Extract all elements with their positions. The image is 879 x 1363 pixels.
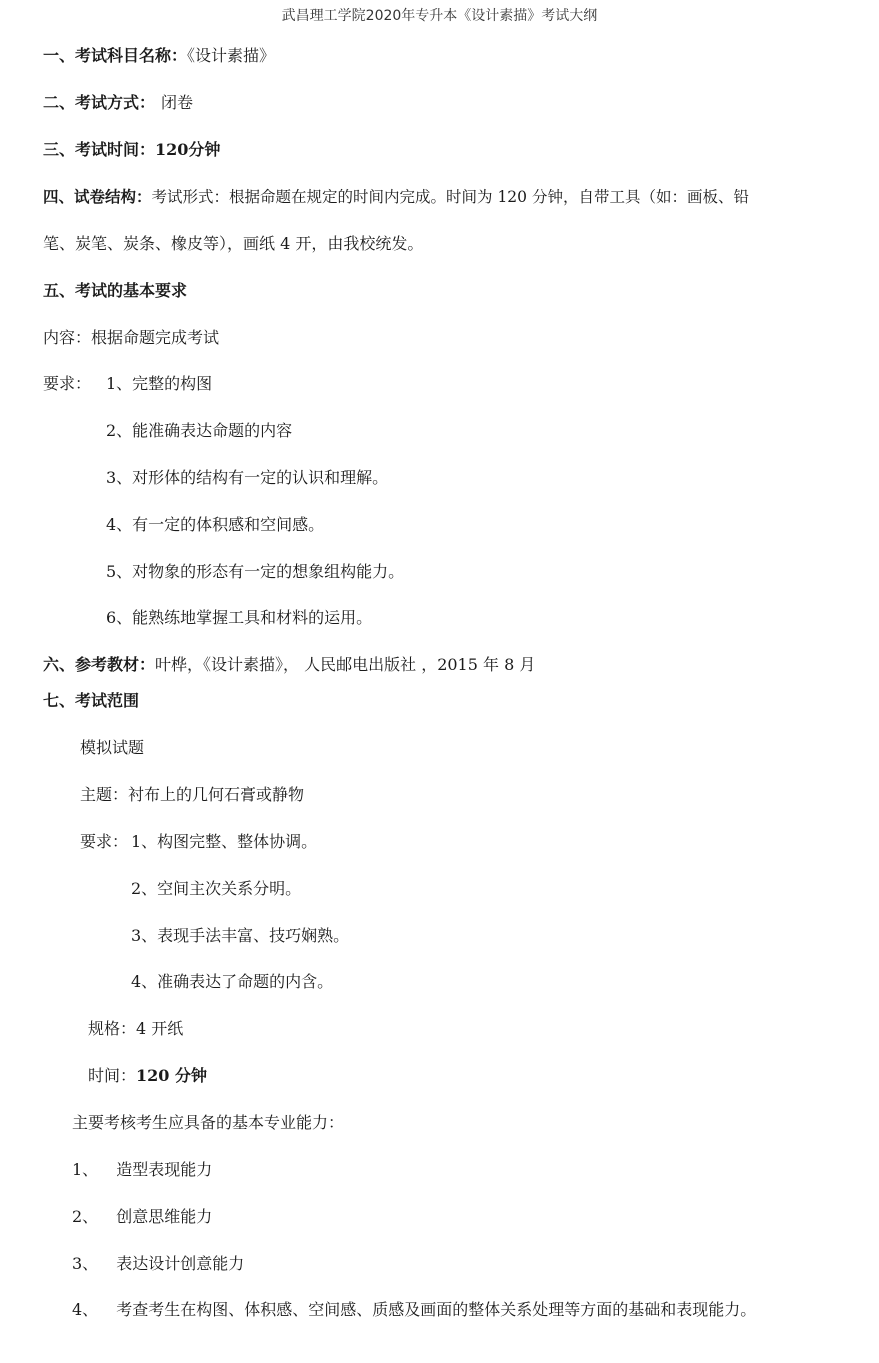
ability-4	[72, 1300, 756, 1320]
ability-2-text: 创意思维能力	[116, 1207, 213, 1226]
ability-3-num: 3、	[72, 1254, 99, 1273]
ability-4-num: 4、	[72, 1300, 99, 1319]
ability-3-text: 表达设计创意能力	[116, 1254, 245, 1273]
section-7-heading: 七、考试范围	[43, 691, 140, 710]
section-2-label: 二、考试方式：	[43, 93, 156, 112]
section-7-time-value: 120 分钟	[136, 1066, 207, 1085]
section-7-spec: 规格：4 开纸	[88, 1019, 184, 1038]
ability-1	[72, 1160, 212, 1180]
ability-1-text: 造型表现能力	[116, 1160, 213, 1179]
section-1	[43, 46, 275, 66]
section-5-content: 内容：根据命题完成考试	[43, 328, 220, 347]
section-7-req-1: 1、构图完整、整体协调。	[131, 832, 318, 851]
section-7-req-3: 3、表现手法丰富、技巧娴熟。	[131, 926, 350, 945]
section-2	[43, 93, 193, 113]
section-4-text-2: 笔、炭笔、炭条、橡皮等），画纸 4 开，由我校统发。	[43, 234, 424, 253]
section-3-value: 120分钟	[155, 140, 221, 159]
ability-4-text: 考查考生在构图、体积感、空间感、质感及画面的整体关系处理等方面的基础和表现能力。	[116, 1300, 757, 1319]
section-4-line-1	[43, 187, 749, 207]
section-6-label: 六、参考教材：	[43, 655, 156, 674]
section-2-value: 闭卷	[161, 93, 194, 112]
ability-1-num: 1、	[72, 1160, 99, 1179]
section-1-value: 《设计素描》	[187, 46, 276, 65]
section-7-theme: 主题：衬布上的几何石膏或静物	[80, 785, 305, 804]
ability-3	[72, 1254, 244, 1274]
section-3	[43, 140, 220, 160]
section-7-time	[88, 1066, 207, 1086]
section-5-heading: 五、考试的基本要求	[43, 281, 188, 300]
section-5-req-label: 要求：	[43, 374, 92, 393]
section-7-req-4: 4、准确表达了命题的内含。	[131, 972, 334, 991]
section-5-req-1: 1、完整的构图	[106, 374, 213, 393]
section-4-label: 四、试卷结构：	[43, 187, 152, 206]
section-4-text-1: 考试形式：根据命题在规定的时间内完成。时间为 120 分钟，自带工具（如：画板、铅	[151, 188, 749, 206]
section-6	[43, 655, 535, 675]
section-1-label: 一、考试科目名称：	[43, 46, 188, 65]
section-7-time-label: 时间：	[88, 1066, 137, 1085]
section-6-value: 叶桦，《设计素描》， 人民邮电出版社 ，2015 年 8 月	[155, 655, 536, 674]
section-7-ability-title: 主要考核考生应具备的基本专业能力：	[72, 1113, 345, 1132]
ability-2	[72, 1207, 212, 1227]
section-7-req-2: 2、空间主次关系分明。	[131, 879, 302, 898]
section-5-req-2: 2、能准确表达命题的内容	[106, 421, 293, 440]
section-3-label: 三、考试时间：	[43, 140, 156, 159]
document-header: 武昌理工学院2020年专升本《设计素描》考试大纲	[281, 8, 598, 24]
ability-2-num: 2、	[72, 1207, 99, 1226]
section-5-req-3: 3、对形体的结构有一定的认识和理解。	[106, 468, 389, 487]
section-7-req-label: 要求：	[80, 832, 129, 851]
section-7-mock: 模拟试题	[80, 738, 145, 757]
section-5-req-6: 6、能熟练地掌握工具和材料的运用。	[106, 608, 373, 627]
section-5-req-4: 4、有一定的体积感和空间感。	[106, 515, 325, 534]
section-5-req-5: 5、对物象的形态有一定的想象组构能力。	[106, 562, 405, 581]
